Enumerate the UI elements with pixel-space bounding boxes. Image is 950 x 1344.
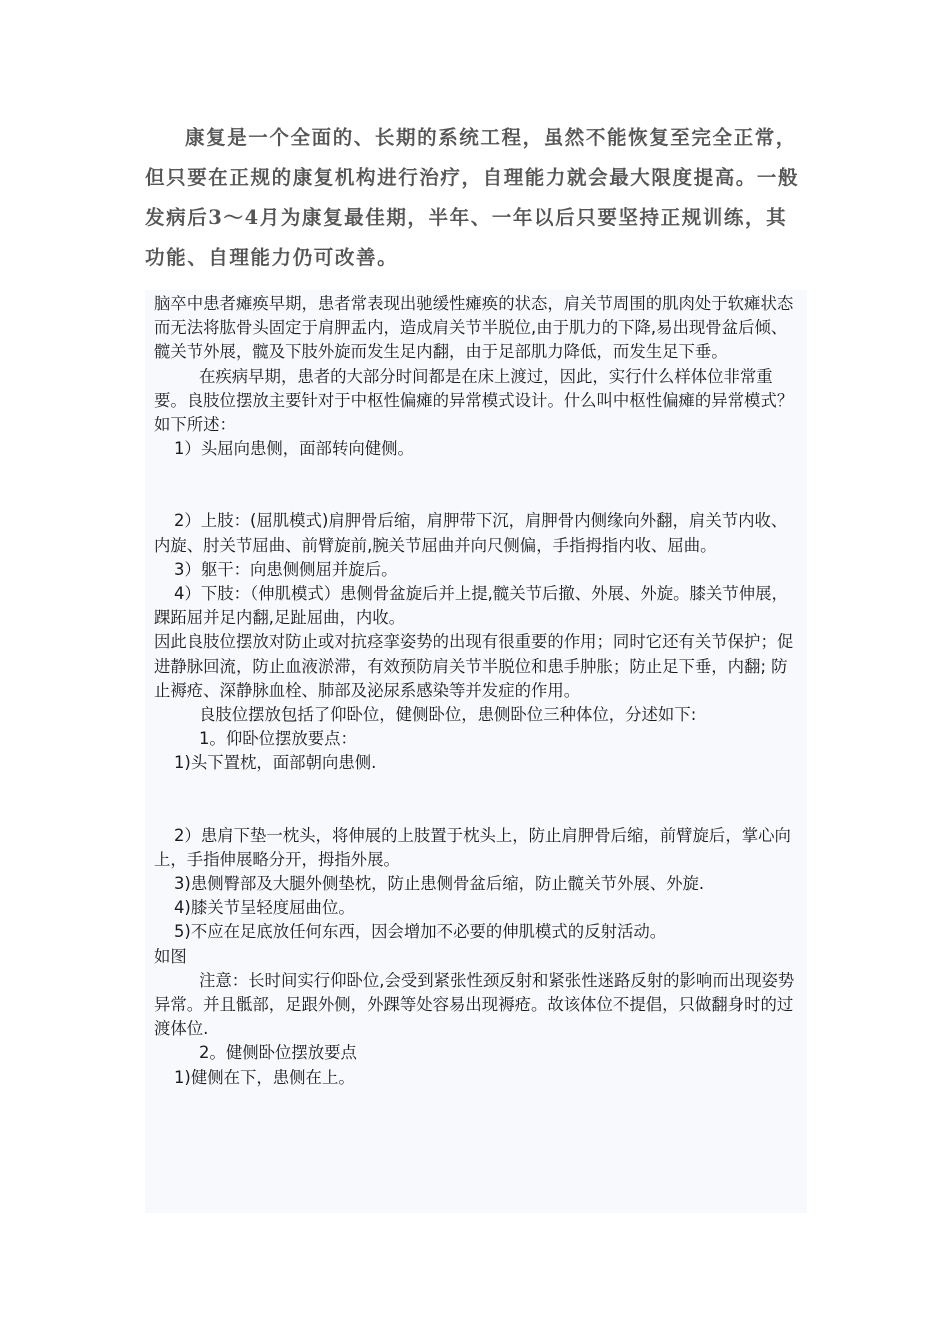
paragraph-importance: 因此良肢位摆放对防止或对抗痉挛姿势的出现有很重要的作用；同时它还有关节保护；促进静脉回流，防止血液淤滞，有效预防肩关节半脱位和患手肿胀；防止足下垂，内翻; 防止褥疮、深静脉血栓、肺部及泌尿系感染等并发症的作用。	[154, 632, 794, 700]
paragraph-2: 在疾病早期，患者的大部分时间都是在床上渡过，因此，实行什么样体位非常重要。良肢位摆放主要针对于中枢性偏瘫的异常模式设计。什么叫中枢性偏瘫的异常模式？如下所述：	[154, 366, 794, 435]
supine-note: 注意：长时间实行仰卧位,会受到紧张性颈反射和紧张性迷路反射的影响而出现姿势异常。并且骶部，足跟外侧，外踝等处容易出现褥疮。故该体位不提倡，只做翻身时的过渡体位.	[154, 970, 795, 1039]
paragraph-1: 脑卒中患者瘫痪早期，患者常表现出驰缓性瘫痪的状态，肩关节周围的肌肉处于软瘫状态而无法将肱骨头固定于肩胛盂内，造成肩关节半脱位,由于肌力的下降,易出现骨盆后倾、髋关节外展，髋及下肢外旋而发生足内翻，由于足部肌力降低，而发生足下垂。	[154, 294, 794, 362]
list-item-trunk: 3）躯干：向患侧侧屈并旋后。	[174, 559, 398, 579]
list-item-lower-limb: 4）下肢：（伸肌模式）患侧骨盆旋后并上提,髋关节后撤、外展、外旋。膝关节伸展，踝跖屈并足内翻,足趾屈曲，内收。	[154, 584, 788, 628]
supine-step-3: 3)患侧臀部及大腿外侧垫枕，防止患侧骨盆后缩，防止髋关节外展、外旋.	[174, 874, 705, 894]
content-panel	[145, 290, 807, 1213]
list-item-upper-limb: 2）上肢：(屈肌模式)肩胛骨后缩，肩胛带下沉，肩胛骨内侧缘向外翻，肩关节内收、内旋、肘关节屈曲、前臂旋前,腕关节屈曲并向尺侧偏，手指拇指内收、屈曲。	[154, 511, 788, 555]
spacer	[154, 461, 803, 509]
healthy-side-step-1: 1)健侧在下，患侧在上。	[174, 1067, 355, 1087]
section-healthy-side-heading: 2。健侧卧位摆放要点	[199, 1043, 357, 1063]
list-item-head: 1）头屈向患侧，面部转向健侧。	[174, 439, 414, 459]
figure-reference: 如图	[154, 946, 187, 966]
supine-step-2: 2）患肩下垫一枕头，将伸展的上肢置于枕头上，防止肩胛骨后缩，前臂旋后，掌心向上，手指伸展略分开，拇指外展。	[154, 825, 791, 869]
supine-step-4: 4)膝关节呈轻度屈曲位。	[174, 898, 355, 918]
intro-paragraph: 康复是一个全面的、长期的系统工程，虽然不能恢复至完全正常，但只要在正规的康复机构进行治疗，自理能力就会最大限度提高。一般发病后3～4月为康复最佳期，半年、一年以后只要坚持正规训练，其功能、自理能力仍可改善。	[145, 126, 800, 269]
paragraph-positions: 良肢位摆放包括了仰卧位，健侧卧位，患侧卧位三种体位，分述如下:	[199, 705, 697, 725]
supine-step-1: 1)头下置枕，面部朝向患侧.	[174, 753, 377, 773]
spacer	[154, 776, 803, 824]
section-supine-heading: 1。仰卧位摆放要点：	[199, 729, 357, 749]
supine-step-5: 5)不应在足底放任何东西，因会增加不必要的伸肌模式的反射活动。	[174, 922, 667, 942]
